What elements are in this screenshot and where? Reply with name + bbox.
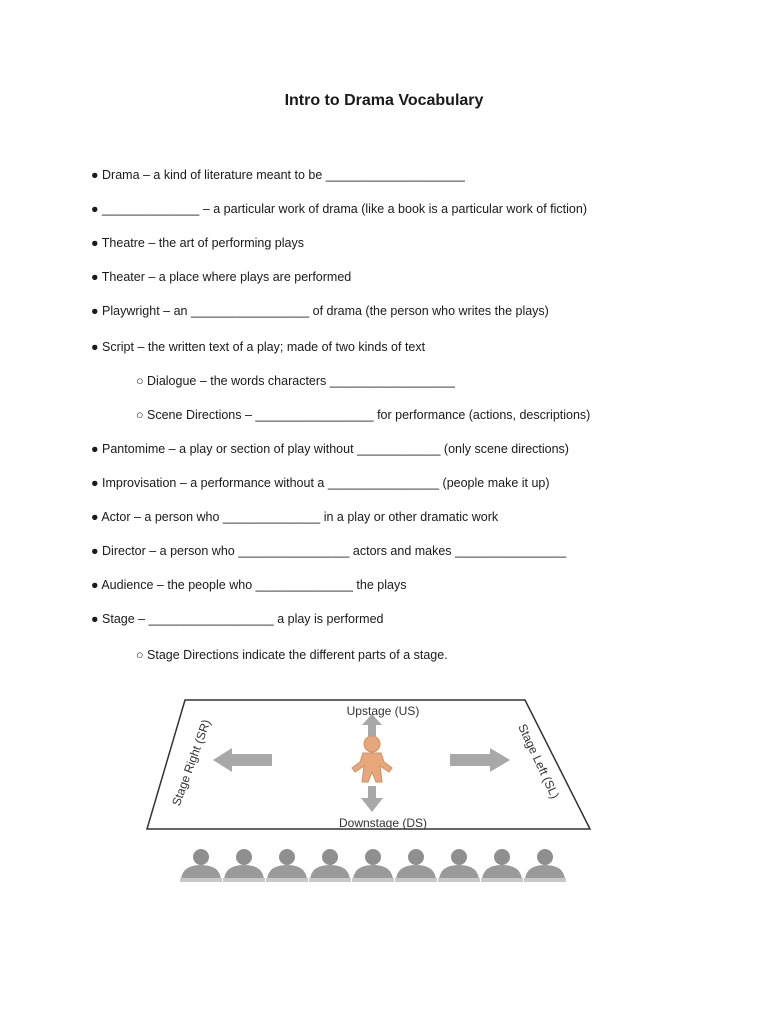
vocab-item-stage: ● Stage – __________________ a play is performed	[91, 612, 384, 626]
vocab-item-improvisation: ● Improvisation – a performance without a ________________ (people make it up)	[91, 476, 550, 490]
audience-member-icon	[438, 849, 480, 882]
vocab-item-audience: ● Audience – the people who ______________ the plays	[91, 578, 407, 592]
vocab-subitem-scene-directions: ○ Scene Directions – _________________ for performance (actions, descriptions)	[136, 408, 591, 422]
audience-member-icon	[352, 849, 394, 882]
stage-diagram	[140, 690, 600, 890]
audience-member-icon	[223, 849, 265, 882]
vocab-item-director: ● Director – a person who ________________ actors and makes ________________	[91, 544, 567, 558]
stage-right-label: Stage Right (SR)	[169, 717, 214, 808]
vocab-item-playwright: ● Playwright – an _________________ of drama (the person who writes the plays)	[91, 304, 549, 318]
audience-member-icon	[481, 849, 523, 882]
audience-member-icon	[395, 849, 437, 882]
downstage-label: Downstage (DS)	[338, 816, 428, 830]
vocab-subitem-stage-directions: ○ Stage Directions indicate the different parts of a stage.	[136, 648, 448, 662]
vocab-item-theater: ● Theater – a place where plays are performed	[91, 270, 352, 284]
vocab-item-pantomime: ● Pantomime – a play or section of play without ____________ (only scene directions)	[91, 442, 569, 456]
vocab-item-script: ● Script – the written text of a play; made of two kinds of text	[91, 340, 426, 354]
vocab-item-actor: ● Actor – a person who ______________ in a play or other dramatic work	[91, 510, 499, 524]
audience-member-icon	[180, 849, 222, 882]
audience-member-icon	[309, 849, 351, 882]
audience-member-icon	[266, 849, 308, 882]
page-title: Intro to Drama Vocabulary	[284, 92, 484, 109]
stage-left-label: Stage Left (SL)	[515, 721, 563, 801]
audience-member-icon	[524, 849, 566, 882]
upstage-label: Upstage (US)	[346, 704, 420, 718]
vocab-item-play: ● ______________ – a particular work of drama (like a book is a particular work of fiction)	[91, 202, 588, 216]
vocab-subitem-dialogue: ○ Dialogue – the words characters __________________	[136, 374, 455, 388]
vocab-item-drama: ● Drama – a kind of literature meant to be ____________________	[91, 168, 465, 182]
vocab-item-theatre: ● Theatre – the art of performing plays	[91, 236, 304, 250]
audience-row	[180, 849, 566, 882]
